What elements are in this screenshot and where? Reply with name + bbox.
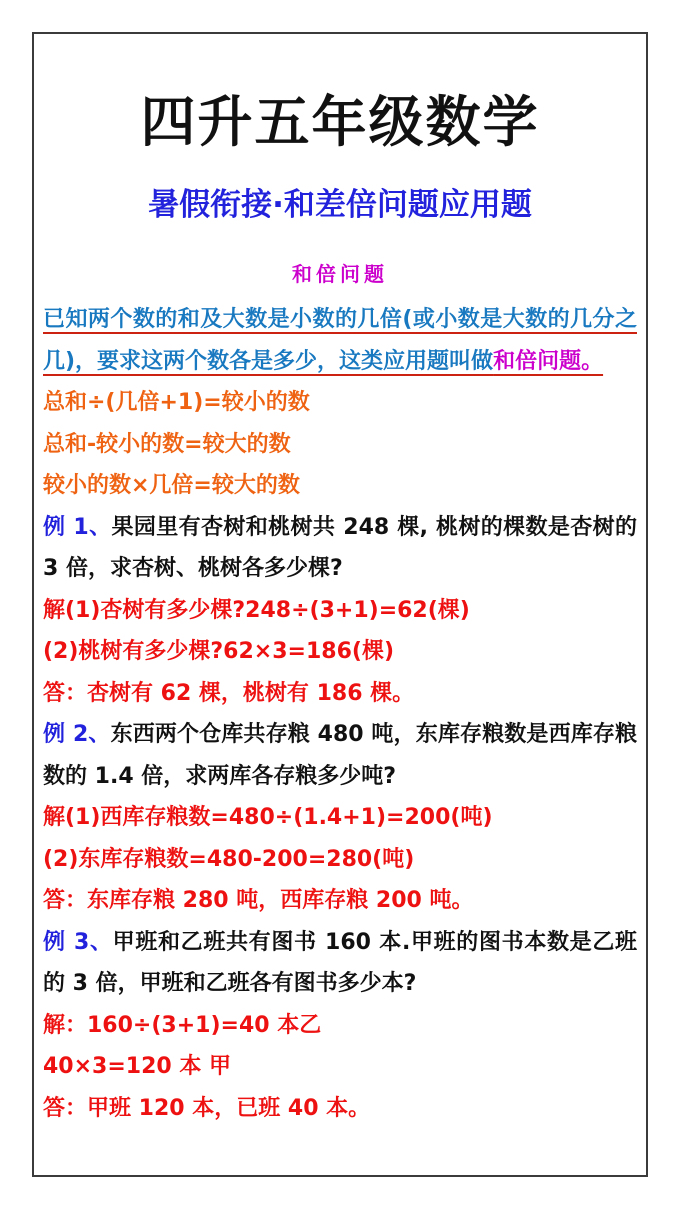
solution-line: (2)桃树有多少棵?62×3=186(棵)	[43, 639, 395, 665]
definition-term: 和倍问题。	[493, 348, 604, 374]
definition-paragraph	[43, 299, 637, 382]
page-subtitle: 暑假衔接·和差倍问题应用题	[148, 187, 532, 224]
worksheet-content	[43, 299, 637, 1129]
example-question-text: 果园里有杏树和桃树共 248 棵, 桃树的棵数是杏树的 3 倍，求杏树、桃树各多少棵?	[43, 514, 638, 582]
example-question	[43, 922, 637, 1005]
example-question	[43, 507, 637, 590]
definition-text: 已知两个数的和及大数是小数的几倍(或小数是大数的几分之几)，要求这两个数各是多少，这类应用题叫做	[43, 307, 637, 374]
example-question	[43, 714, 637, 797]
example-label: 例 3、	[43, 929, 113, 955]
solution-line: 40×3=120 本 甲	[43, 1054, 232, 1080]
solution-line: 解(1)杏树有多少棵?248÷(3+1)=62(棵)	[43, 597, 470, 623]
solution-answer: 答：东库存粮 280 吨，西库存粮 200 吨。	[43, 888, 474, 914]
formula-line: 总和÷(几倍+1)=较小的数	[43, 390, 310, 416]
solution-line: 解(1)西库存粮数=480÷(1.4+1)=200(吨)	[43, 805, 493, 831]
solution-line: (2)东库存粮数=480-200=280(吨)	[43, 846, 415, 872]
example-question-text: 东西两个仓库共存粮 480 吨，东库存粮数是西库存粮数的 1.4 倍，求两库各存粮多少吨?	[43, 722, 638, 789]
formula-line: 较小的数×几倍=较大的数	[43, 473, 300, 499]
formula-line: 总和-较小的数=较大的数	[43, 431, 291, 457]
example-label: 例 2、	[43, 722, 111, 748]
solution-answer: 答：甲班 120 本，已班 40 本。	[43, 1095, 371, 1121]
example-label: 例 1、	[43, 514, 112, 540]
solution-answer: 答：杏树有 62 棵，桃树有 186 棵。	[43, 680, 415, 706]
worksheet-page	[32, 32, 648, 1177]
example-question-text: 甲班和乙班共有图书 160 本.甲班的图书本数是乙班的 3 倍，甲班和乙班各有图书多少本?	[43, 929, 637, 997]
section-heading: 和倍问题	[292, 262, 388, 287]
page-title: 四升五年级数学	[140, 89, 540, 154]
solution-line: 解：160÷(3+1)=40 本乙	[43, 1012, 322, 1038]
